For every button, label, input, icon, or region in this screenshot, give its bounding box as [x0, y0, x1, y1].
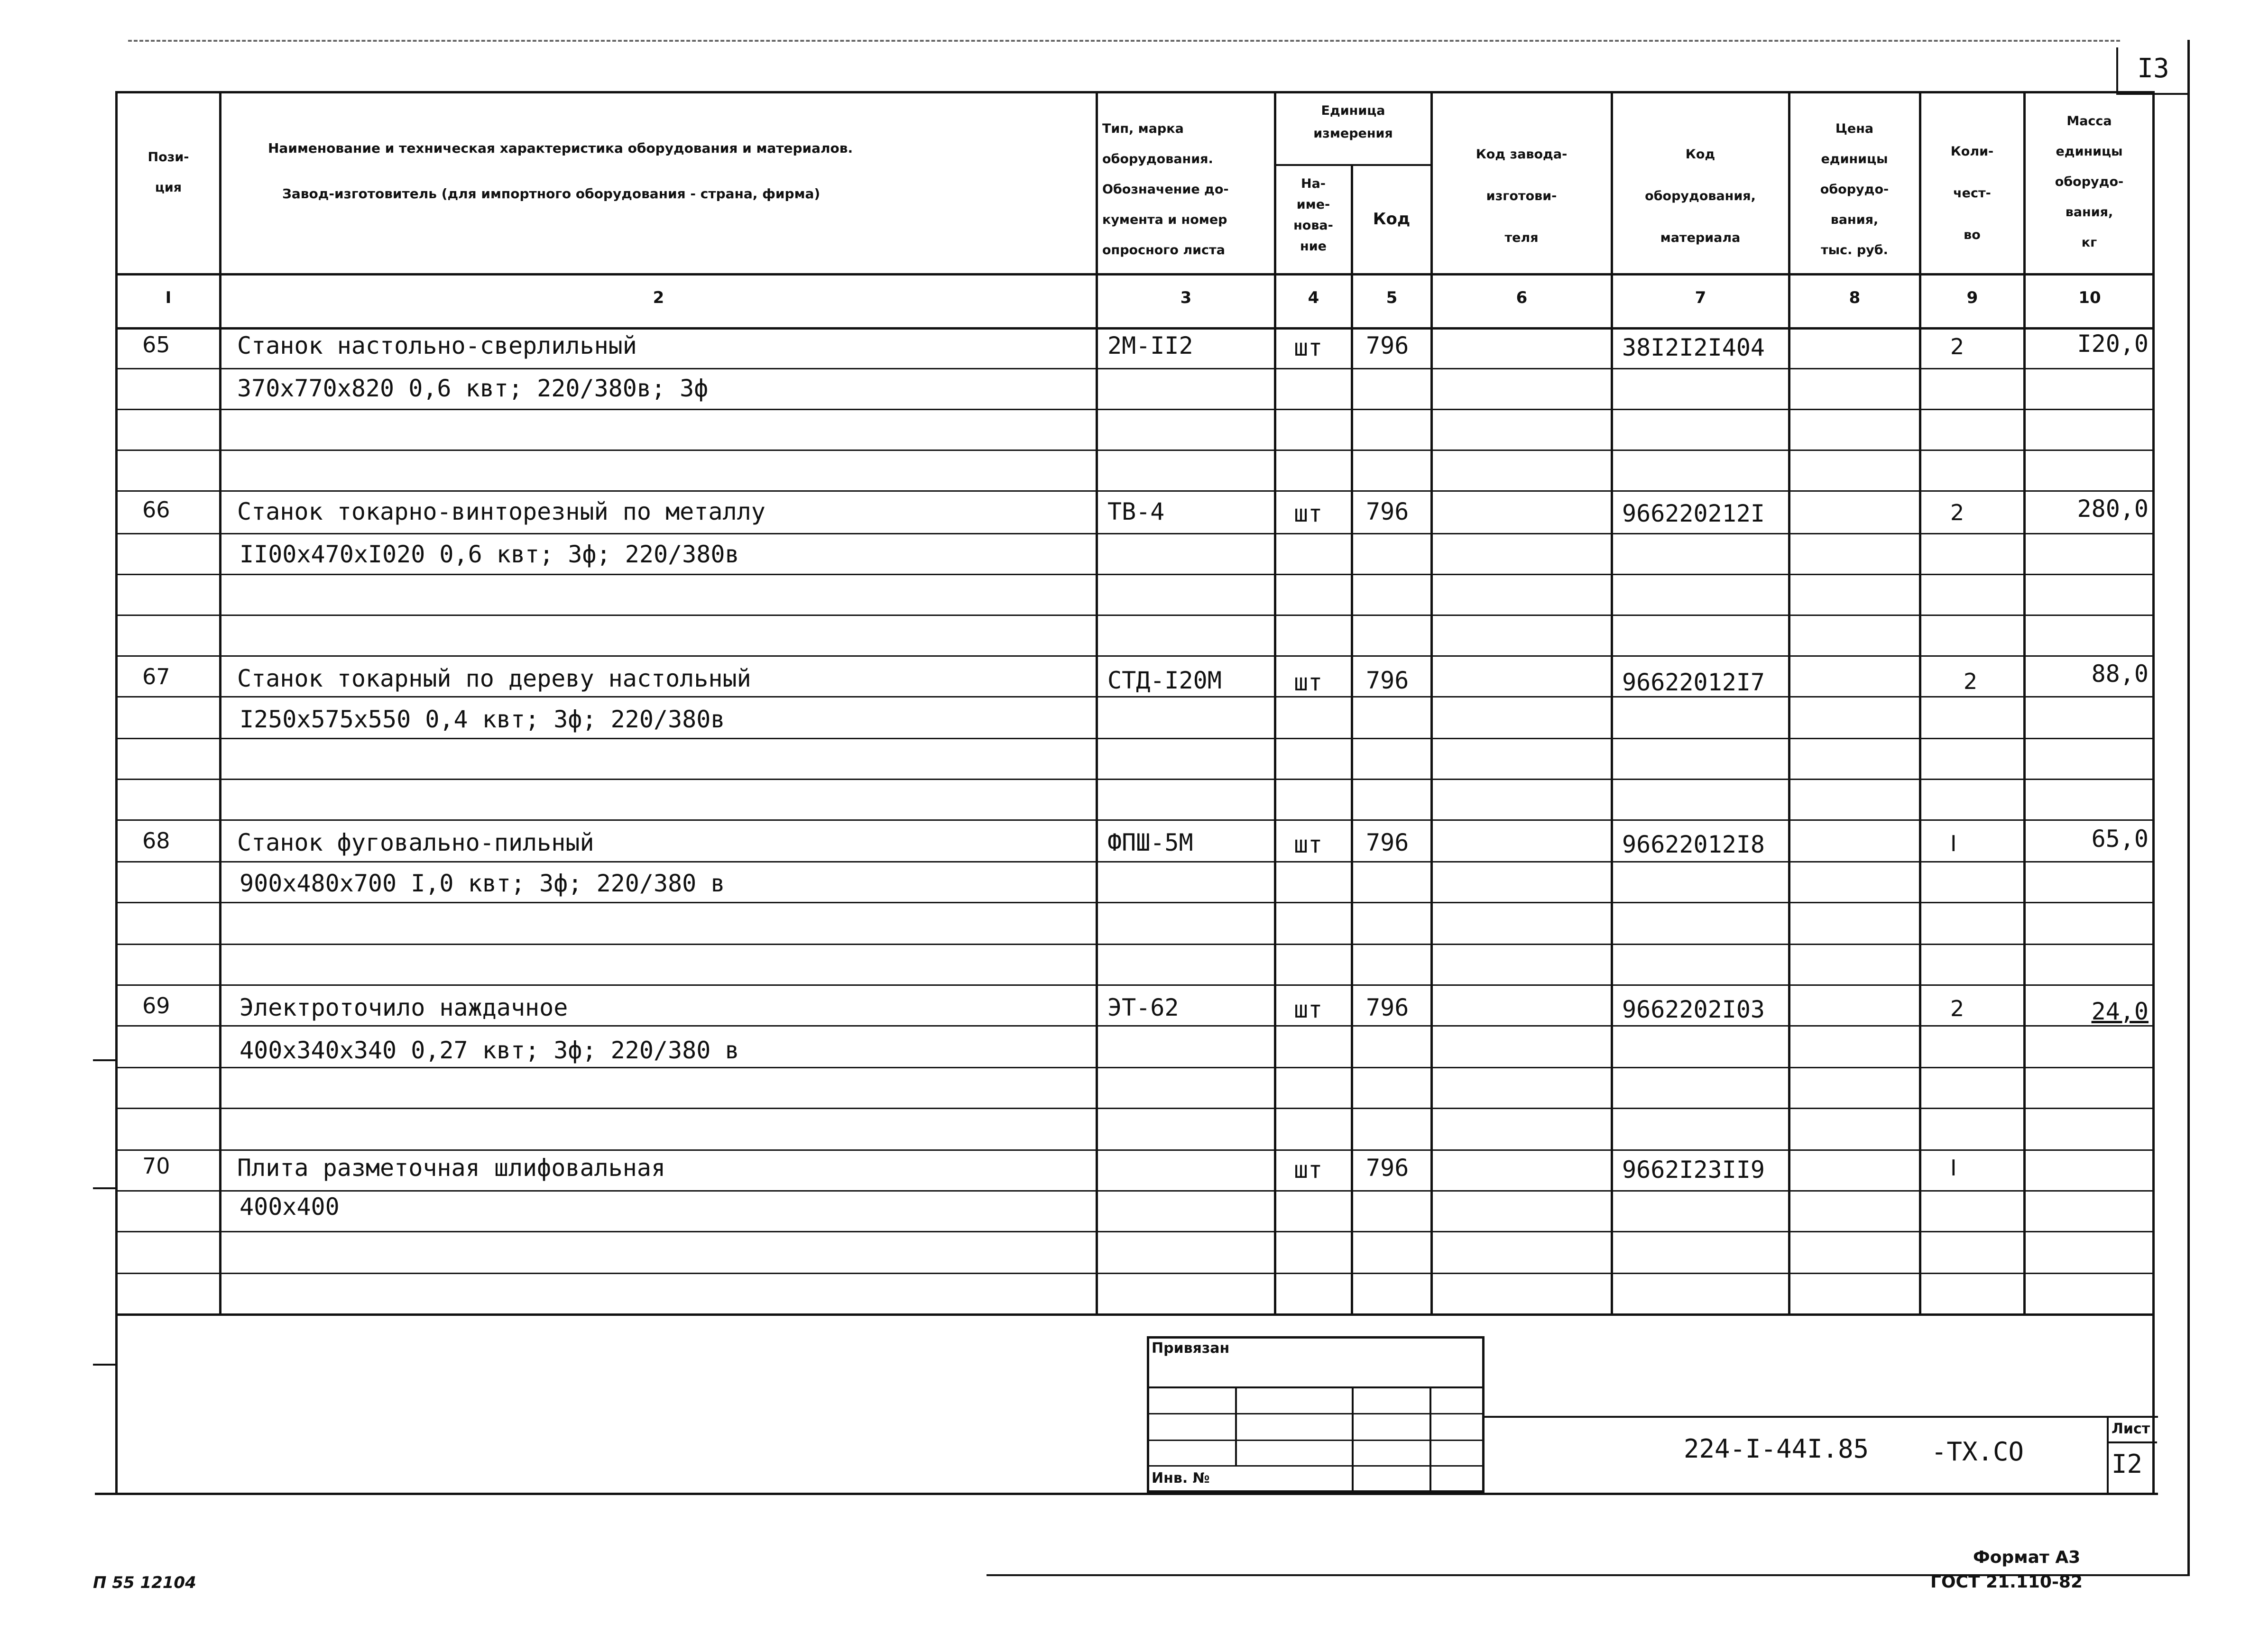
row-unit-code: 796 [1366, 332, 1409, 359]
stamp-line [1147, 1413, 1485, 1414]
row-equip-code: 9662I23II9 [1622, 1156, 1765, 1184]
row-pos: 65 [142, 332, 170, 358]
sheet-box-divider [2107, 1441, 2157, 1443]
row-line [115, 409, 2155, 410]
row-equip-code: 9662202I03 [1622, 996, 1765, 1023]
doc-block-top [1485, 1416, 2158, 1418]
outer-frame-right [2187, 40, 2190, 1576]
row-qty: 2 [1950, 334, 1964, 359]
row-line [115, 1025, 2155, 1027]
row-mass: 88,0 [2091, 660, 2149, 688]
row-line [115, 1108, 2155, 1109]
header-col8: Цена единицы оборудо- вания, тыс. руб. [1820, 121, 1889, 257]
row-line [115, 368, 2155, 369]
row-line [115, 574, 2155, 575]
row-pos: 66 [142, 497, 170, 523]
col-line [1788, 91, 1790, 1314]
row-spec: 900x480x700 I,0 квт; 3ф; 220/380 в [240, 870, 725, 897]
doc-code: 224-I-44I.85 [1684, 1434, 1869, 1464]
col-line [1096, 91, 1098, 1314]
row-line [115, 738, 2155, 739]
row-equip-code: 38I2I2I404 [1622, 334, 1765, 361]
header-col1: Пози- ция [148, 150, 189, 195]
header-col7: Код оборудования, материала [1645, 147, 1756, 245]
stamp-privyazan-label: Привязан [1152, 1340, 1230, 1357]
row-equip-code: 966220212I [1622, 500, 1765, 527]
row-unit: шт [1294, 996, 1323, 1023]
row-line [115, 450, 2155, 451]
row-unit: шт [1294, 1156, 1323, 1184]
col-line [1611, 91, 1613, 1314]
row-type: ФПШ-5М [1107, 829, 1193, 856]
stamp-line [1147, 1386, 1485, 1388]
doc-suffix: -ТХ.СО [1931, 1437, 2024, 1467]
row-pos: 67 [142, 664, 170, 689]
col-line [1919, 91, 1921, 1314]
colnum-6: 6 [1516, 288, 1528, 307]
footer-format: Формат А3 [1973, 1548, 2081, 1567]
header-col2-line1: Наименование и техническая характеристика оборудования и материалов. [268, 140, 853, 156]
row-type: 2М-II2 [1107, 332, 1193, 359]
header-col4: На- име- нова- ние [1293, 176, 1333, 254]
row-name: Станок токарный по дереву настольный [237, 665, 751, 692]
header-col2-line2: Завод-изготовитель (для импортного оборудования - страна, фирма) [282, 186, 821, 202]
row-line [115, 655, 2155, 657]
stamp-vline [1429, 1386, 1431, 1493]
stamp-line [1147, 1440, 1485, 1441]
row-equip-code: 96622012I7 [1622, 669, 1765, 696]
row-pos: 68 [142, 828, 170, 854]
row-unit-code: 796 [1366, 829, 1409, 856]
row-line [115, 1067, 2155, 1068]
header-col10: Масса единицы оборудо- вания, кг [2055, 114, 2124, 250]
row-line [115, 696, 2155, 698]
row-qty: I [1950, 1155, 1957, 1181]
margin-tick [93, 1187, 117, 1189]
row-mass: 24,0 [2091, 998, 2149, 1025]
row-mass: 280,0 [2077, 495, 2149, 523]
row-line [115, 1231, 2155, 1232]
row-spec: 400x340x340 0,27 квт; 3ф; 220/380 в [240, 1037, 739, 1064]
row-unit: шт [1294, 500, 1323, 527]
col-line [1430, 91, 1433, 1314]
row-unit-code: 796 [1366, 1154, 1409, 1182]
row-line [115, 944, 2155, 945]
row-unit-code: 796 [1366, 498, 1409, 525]
row-spec: I250x575x550 0,4 квт; 3ф; 220/380в [240, 706, 725, 733]
row-qty: 2 [1950, 996, 1964, 1021]
row-line [115, 1190, 2155, 1192]
sheet-label: Лист [2112, 1421, 2150, 1437]
header-col3: Тип, марка оборудования. Обозначение до- кумента и номер опросного листа [1102, 121, 1229, 257]
header-col6: Код завода- изготови- теля [1476, 147, 1568, 245]
colnum-7: 7 [1695, 288, 1706, 307]
row-spec: 400x400 [240, 1193, 340, 1221]
row-unit-code: 796 [1366, 667, 1409, 694]
footer-gost: ГОСТ 21.110-82 [1930, 1572, 2083, 1592]
colnum-9: 9 [1966, 288, 1978, 307]
header-unit-group: Единица измерения [1313, 103, 1393, 141]
col-line [219, 91, 221, 1314]
colnum-8: 8 [1849, 288, 1861, 307]
colnum-1: I [165, 288, 172, 307]
row-pos: 69 [142, 993, 170, 1019]
row-line [115, 1149, 2155, 1151]
row-line [115, 819, 2155, 821]
row-line [115, 984, 2155, 986]
col-line [1274, 91, 1276, 1314]
stamp-vline [1352, 1386, 1354, 1493]
row-line [115, 1313, 2155, 1316]
row-line [115, 861, 2155, 863]
colnum-5: 5 [1386, 288, 1398, 307]
row-unit: шт [1294, 831, 1323, 858]
stamp-privyazan-block [1147, 1336, 1485, 1493]
row-line [115, 490, 2155, 492]
row-type: ТВ-4 [1107, 498, 1165, 525]
row-name: Электроточило наждачное [240, 994, 568, 1021]
row-name: Станок настольно-сверлильный [237, 332, 637, 359]
margin-tick [93, 1364, 117, 1366]
col-line [2023, 91, 2026, 1314]
footer-left-code: П 55 12104 [93, 1573, 196, 1592]
row-line [115, 533, 2155, 534]
row-mass: I20,0 [2077, 330, 2149, 358]
header-col9: Коли- чест- во [1950, 144, 1994, 242]
row-line [115, 779, 2155, 780]
row-unit: шт [1294, 669, 1323, 696]
row-line [115, 615, 2155, 616]
row-type: СТД-I20М [1107, 667, 1222, 694]
col-line [1351, 164, 1353, 1314]
row-line [115, 902, 2155, 903]
stamp-inv-label: Инв. № [1152, 1470, 1210, 1487]
row-equip-code: 96622012I8 [1622, 831, 1765, 858]
colnum-10: 10 [2078, 288, 2101, 307]
sheet-number-top: I3 [2137, 53, 2169, 84]
row-type: ЭТ-62 [1107, 994, 1179, 1021]
colnum-4: 4 [1308, 288, 1319, 307]
row-name: Станок фуговально-пильный [237, 829, 594, 856]
colnum-3: 3 [1180, 288, 1192, 307]
row-pos: 70 [142, 1153, 170, 1179]
colnum-2: 2 [653, 288, 664, 307]
sheet-value: I2 [2112, 1449, 2143, 1479]
row-spec: 370x770x820 0,6 квт; 220/380в; 3ф [237, 375, 709, 402]
row-unit: шт [1294, 334, 1323, 361]
colnum-bottom-line [115, 327, 2155, 330]
stamp-vline [1235, 1386, 1237, 1465]
top-scan-edge [128, 40, 2120, 42]
header-col5: Код [1373, 210, 1411, 229]
margin-tick [93, 1059, 117, 1061]
stamp-line [1147, 1465, 1485, 1467]
row-name: Станок токарно-винторезный по металлу [237, 498, 765, 525]
row-qty: 2 [1950, 500, 1964, 525]
row-line [115, 1273, 2155, 1274]
row-qty: 2 [1964, 669, 1978, 694]
row-unit-code: 796 [1366, 994, 1409, 1021]
row-name: Плита разметочная шлифовальная [237, 1154, 666, 1182]
row-mass: 65,0 [2091, 825, 2149, 853]
row-spec: II00x470xI020 0,6 квт; 3ф; 220/380в [240, 541, 739, 568]
table-bottom-line [95, 1493, 2158, 1495]
header-bottom-line [115, 273, 2155, 275]
row-qty: I [1950, 831, 1957, 856]
